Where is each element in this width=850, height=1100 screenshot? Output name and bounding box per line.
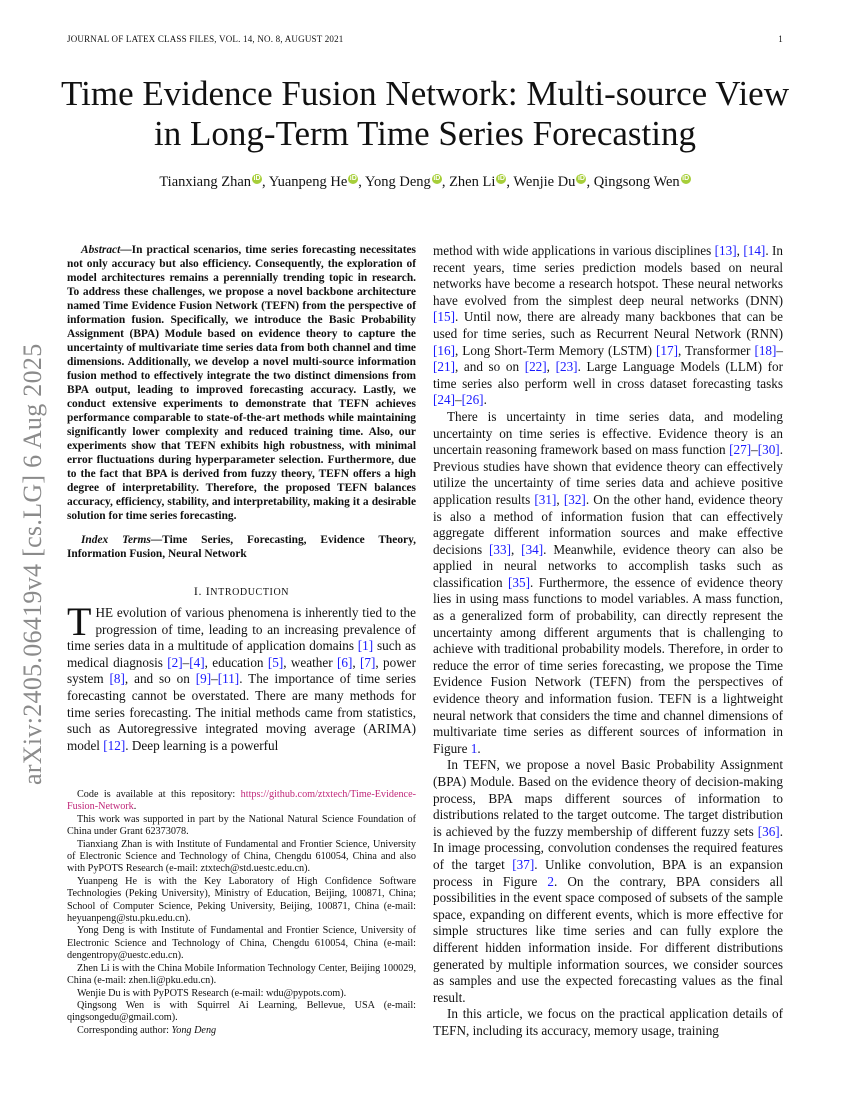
citation-link[interactable]: [24] [433,392,455,408]
footnote-affiliation-li: Zhen Li is with the China Mobile Information Technology Center, Beijing 100029, China (e-mail: zhen.li@pku.edu.cn). [67,962,416,987]
citation-link[interactable]: [1] [357,638,374,654]
text-run: , [352,654,361,670]
citation-link[interactable]: [34] [521,541,544,557]
text-run: , and so on [124,671,196,687]
footnote-affiliation-wen: Qingsong Wen is with Squirrel Ai Learning, Bellevue, USA (e-mail: qingsongedu@gmail.com). [67,999,416,1024]
text-run: – [182,654,190,670]
text-run: – [211,671,218,687]
text-run: . In recent years, time series prediction models based on neural networks have become a research hotspot. These neural networks have evolved from the simplest deep neural networks (DNN) [433,243,783,308]
citation-link[interactable]: [12] [103,737,126,753]
text-run: . Deep learning is a powerful [125,737,279,753]
text-run: , [510,541,522,557]
citation-link[interactable]: [15] [433,309,455,325]
corresponding-author-name: Yong Deng [171,1024,217,1036]
citation-link[interactable]: [9] [195,671,212,687]
citation-link[interactable]: [17] [655,342,678,358]
citation-link[interactable]: [2] [167,654,183,670]
text-run: . [133,801,137,813]
footnote-funding: This work was supported in part by the National Natural Science Foundation of China under Grant 62373078. [67,813,416,838]
author-name: Qingsong Wen [593,174,680,190]
text-run: – [454,392,462,408]
citation-link[interactable]: [4] [189,654,205,670]
orcid-icon[interactable]: iD [253,175,261,183]
citation-link[interactable]: [6] [336,654,353,670]
text-run: , and so on [454,359,525,375]
footnote-affiliation-he: Yuanpeng He is with the Key Laboratory of High Confidence Software Technologies (Peking University), Ministry of Education, Beijing, 100871, China; School of Computer Science, Peking University, Beijing, 100871, China (e-mail: heyuanpeng@stu.pku.edu.cn). [67,875,416,925]
paragraph [433,409,783,757]
orcid-icon[interactable]: iD [577,175,585,183]
author-name: Tianxiang Zhan [159,174,252,190]
intro-paragraph [67,599,417,754]
title-line-1: Time Evidence Fusion Network: Multi-source View [61,74,789,113]
drop-cap: T [67,599,92,644]
index-terms [67,533,416,561]
text-run: , [736,243,744,258]
citation-link[interactable]: [22] [524,359,547,375]
paragraph [433,757,783,1006]
repository-link[interactable]: https://github.com/ztxtech/Time-Evidence-Fusion-Network [67,789,416,813]
citation-link[interactable]: [33] [488,541,511,557]
footnote-affiliation-du: Wenjie Du is with PyPOTS Research (e-mail: wdu@pypots.com). [77,987,347,999]
footnote-corresponding-author [67,1025,416,1037]
author-name: Zhen Li [449,174,496,190]
citation-link[interactable]: [11] [217,671,240,687]
citation-link[interactable]: [31] [534,491,557,507]
section-heading-introduction [67,584,416,599]
text-run: , [546,359,556,375]
text-run: Code is available at this repository: [77,789,241,800]
citation-link[interactable]: [23] [555,359,578,375]
paper-title [40,74,810,154]
footnote-affiliation-zhan: Tianxiang Zhan is with Institute of Fundamental and Frontier Science, University of Electronic Science and Technology of China, Chengdu 610054, China and also with PyPOTS Research (e-mail: ztxtech@std.uestc.edu.cn). [67,838,416,875]
right-column [433,243,783,1040]
author-name: Yong Deng [365,174,431,190]
section-title-initial: I [205,584,211,598]
text-run: . Unlike convolution, BPA is an expansion process in Figure [433,856,783,889]
text-run: , [556,491,564,507]
text-run: HE evolution of various phenomena is inherently tied to the progression of time, leading to an increasing prevalence of time series data in a multitude of application domains [67,605,416,654]
orcid-icon[interactable]: iD [433,175,441,183]
footnotes [67,789,416,1037]
page-number: 1 [778,34,783,44]
citation-link[interactable]: [32] [563,491,586,507]
citation-link[interactable]: [8] [109,671,125,687]
text-run: such as medical diagnosis [67,638,416,670]
text-run: . Previous studies have shown that evidence theory can effectively utilize the uncertainty of time series data and achieve positive application results [433,442,783,507]
index-terms-label: Index Terms [81,534,151,546]
text-run: , education [204,654,268,670]
text-run: . Furthermore, the essence of evidence theory lies in using mass functions to model variables. A mass function, as a generalized form of probability, can directly represent the uncertainty among different arguments that is challenging to achieve with traditional probability models. Therefore, in order to reduce the error of time series forecasting, we propose the Time Evidence Fusion Network (TEFN) from the perspectives of evidence theory and information fusion. TEFN is a lightweight neural network that considers the time and channel dimensions of multivariate time series as different sources of information in Figure [433,574,783,756]
footnote-affiliation-deng: Yong Deng is with Institute of Fundamental and Frontier Science, University of Electronic Science and Technology of China, Chengdu 610054, China (e-mail: dengentropy@uestc.edu.cn). [67,925,416,962]
text-run: There is uncertainty in time series data, and modeling uncertainty on time series is effective. Evidence theory is an uncertain reasoning framework based on mass function [433,408,783,458]
text-run: , Long Short-Term Memory (LSTM) [454,342,656,358]
left-column [67,243,416,754]
figure-reference-link[interactable]: 2 [547,873,555,889]
text-run: – [751,442,758,458]
text-run: . [477,740,481,756]
footnote-code [67,789,416,814]
citation-link[interactable]: [27] [729,442,752,458]
orcid-icon[interactable]: iD [497,175,505,183]
section-numeral: I. [193,584,203,598]
figure-reference-link[interactable]: 1 [470,740,478,756]
abstract [67,243,416,523]
citation-link[interactable]: [5] [267,654,284,670]
citation-link[interactable]: [16] [433,342,455,358]
text-run: , power system [67,654,417,687]
text-run: method with wide applications in various disciplines [433,243,715,258]
text-run: . Large Language Models (LLM) for time series also perform well in cross dataset forecasting tasks [433,359,783,391]
text-run: , Transformer [677,342,755,358]
running-header [67,34,783,48]
citation-link[interactable]: [26] [461,392,484,408]
orcid-icon[interactable]: iD [349,175,357,183]
index-terms-text: —Time Series, Forecasting, Evidence Theory, Information Fusion, Neural Network [67,534,416,560]
text-run: . [483,392,487,408]
author-name: Wenjie Du [513,174,576,190]
citation-link[interactable]: [13] [714,243,737,258]
text-run: . In image processing, convolution condenses the required features of the target [433,823,783,872]
title-line-2: in Long-Term Time Series Forecasting [154,114,696,153]
author-name: Yuanpeng He [268,174,348,190]
paragraph: In this article, we focus on the practical application details of TEFN, including its accuracy, memory usage, training [433,1006,783,1038]
text-run: . Meanwhile, evidence theory can also be applied in neural networks to accomplish tasks such as classification [433,541,783,590]
citation-link[interactable]: [35] [508,574,530,590]
citation-link[interactable]: [18] [754,342,777,358]
citation-link[interactable]: [30] [757,442,780,458]
arxiv-identifier-stamp: arXiv:2405.06419v4 [cs.LG] 6 Aug 2025 [18,343,47,785]
citation-link[interactable]: [14] [743,243,766,258]
text-run: . Until now, there are already many backbones that can be used for time series, such as Recurrent Neural Network (RNN) [433,309,783,341]
section-title-rest: NTRODUCTION [210,587,290,598]
text-run: . On the other hand, evidence theory is also a method of information fusion that can effectively aggregate different information sources and make effective decisions [433,491,783,557]
journal-running-title: JOURNAL OF LATEX CLASS FILES, VOL. 14, NO. 8, AUGUST 2021 [67,34,344,44]
text-run: In TEFN, we propose a novel Basic Probability Assignment (BPA) Module. Based on the evidence theory of decision-making process, BPA maps different sources of information to distributions related to the target outcome. The target distribution is achieved by the fuzzy membership of different fuzzy sets [433,757,783,839]
abstract-text: —In practical scenarios, time series forecasting necessitates not only accuracy but also efficiency. Consequently, the exploration of model architectures remains a perennially trending topic in research. To address these challenges, we propose a novel backbone architecture named Time Evidence Fusion Network (TEFN) from the perspective of information fusion. Specifically, we introduce the Basic Probability Assignment (BPA) Module based on evidence theory to capture the uncertainty of multivariate time series data from both channel and time dimensions. Additionally, we develop a novel multi-source information fusion method to effectively integrate the two distinct dimensions from BPA output, leading to improved forecasting accuracy. Lastly, we conduct extensive experiments to demonstrate that TEFN achieves performance comparable to state-of-the-art methods while maintaining significantly lower complexity and reduced training time. Also, our experiments show that TEFN exhibits high robustness, with minimal error fluctuations during hyperparameter selection. Furthermore, due to the fact that BPA is derived from fuzzy theory, TEFN offers a high degree of interpretability. Therefore, the proposed TEFN balances accuracy, efficiency, stability, and interpretability, making it a desirable solution for time series forecasting. [67,244,416,522]
paragraph [433,243,783,409]
text-run: . The importance of time series forecasting cannot be overstated. There are many methods for time series forecasting. The initial methods came from statistics, such as Autoregressive integrated moving average (ARIMA) model [67,671,416,753]
author-list: Tianxiang Zhan iD , Yuanpeng He iD , Yong Deng iD , Zhen Li iD , Wenjie Du iD , Qingsong Wen iD [159,174,690,190]
text-run: . On the contrary, BPA considers all possibilities in the event space composed of subsets of the sample space, expanding on different events, which is more effective for simple structures like time series and can fully explore the different hidden information inside. For different distributions generated by multiple information sources, we consider sources as samples and use the expected forecasting values as the final result. [433,873,783,1005]
text-run: – [776,342,784,358]
citation-link[interactable]: [21] [433,359,455,375]
citation-link[interactable]: [37] [512,856,535,872]
orcid-icon[interactable]: iD [682,175,690,183]
citation-link[interactable]: [7] [360,654,376,670]
abstract-label: Abstract [81,244,121,256]
citation-link[interactable]: [36] [757,823,780,839]
text-run: Corresponding author: [77,1024,172,1036]
text-run: , weather [283,654,337,670]
